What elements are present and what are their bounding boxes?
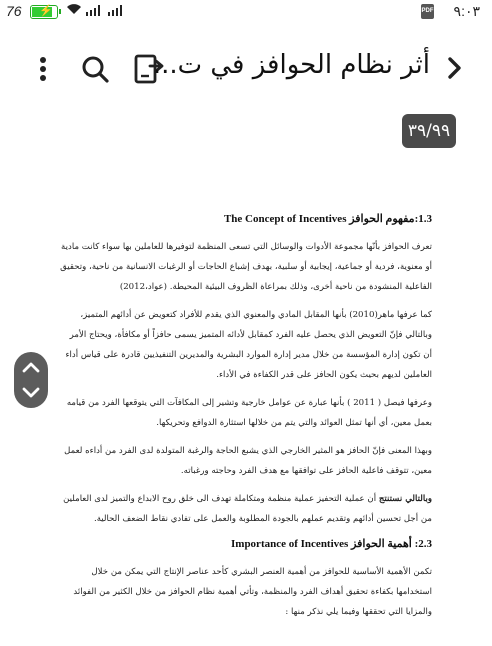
paragraph: وعرفها فيصل ( 2011 ) بأنها عبارة عن عوامل خارجية وتشير إلى المكافآت التي يتوقعها الفرد من قيامه بعمل معين، أي أنها تمثل العوائد والتي يتم من خلالها استثارة الدوافع وتحريكها.	[66, 398, 432, 428]
pdf-notification-icon: PDF	[421, 4, 434, 19]
app-bar	[0, 42, 492, 94]
paragraph: تعرف الحوافز بأنّها مجموعة الأدوات والوسائل التي تسعى المنظمة لتوفيرها للعاملين بها سواء كانت مادية أو معنوية، فردية أو جماعية، إيجابية أو سلبية، بهدف إشباع الحاجات أو الرغبات الانسانية من ناحية، وتحقيق الفاعلية المنشودة من ناحية أخرى، وذلك بمراعاة الظروف البيئية المحيطة. (عواد،2012)	[60, 242, 432, 292]
paragraph	[60, 489, 432, 529]
paragraph: وبهذا المعنى فإنّ الحافز هو المثير الخارجي الذي يشبع الحاجة والرغبة المتولدة لدى الفرد من أداءه لعمل معين، تتوقف فاعلية الحافز على توافقها مع هدف الفرد وحاجته ورغباته.	[64, 446, 432, 476]
paragraph: تكمن الأهمية الأساسية للحوافز من أهمية العنصر البشري كأحد عناصر الإنتاج التي يمكن من خلال استخدامها بكفاءة تحقيق أهداف الفرد والمنظمة، وتأتي أهمية نظام الحوافز من خلال الكثير من الفوائد والمزايا التي تحققها وفيما يلي نذكر منها :	[73, 567, 432, 617]
search-icon[interactable]	[78, 52, 112, 86]
paragraph-body: أن عملية التحفيز عملية منظمة ومتكاملة تهدف الى خلق روح الابداع والتميز لدى العاملين من أجل تحسين أدائهم وتقديم عملهم بالجودة المطلوبة والعمل على تفادي نقاط الضعف الحالية.	[63, 494, 432, 524]
chevron-down-icon[interactable]	[14, 380, 48, 406]
page-indicator: ٣٩/٩٩	[402, 114, 456, 148]
more-vertical-icon[interactable]	[26, 52, 60, 86]
battery-icon: ⚡	[30, 5, 58, 19]
chevron-right-icon[interactable]	[440, 52, 468, 84]
paragraph: كما عرفها ماهر(2010) بأنها المقابل المادي والمعنوي الذي يقدم للأفراد كتعويض عن أدائهم المتميز، وبالتالي فإنّ التعويض الذي يحصل عليه الفرد كمقابل لأدائه المتميز يسمى حافزاً أو مكافأة، ويحتاج الأمر أن تكون إدارة المؤسسة من خلال مدير إدارة الموارد البشرية والمديرين التنفيذيين قادرة على قياس أداء العاملين لديهم بحيث يكون الحافز على قدر الكفاءة في الأداء.	[65, 310, 432, 380]
page-scroll-control	[14, 352, 48, 408]
paragraph-lead: وبالتالي نستنتج	[378, 494, 432, 504]
document-page	[60, 212, 432, 630]
signal-icon	[86, 4, 122, 16]
section-heading-concept: 1.3:مفهوم الحوافز The Concept of Incentives	[223, 213, 432, 225]
wifi-icon	[66, 2, 82, 18]
status-bar	[0, 0, 492, 24]
chevron-up-icon[interactable]	[14, 354, 48, 380]
battery-percent: 76	[6, 3, 22, 19]
document-title: أثر نظام الحوافز في ت...	[152, 50, 430, 80]
clock: ٩:٠٣	[453, 3, 480, 19]
section-heading-importance: 2.3: أهمية الحوافز Importance of Incentives	[231, 538, 432, 550]
